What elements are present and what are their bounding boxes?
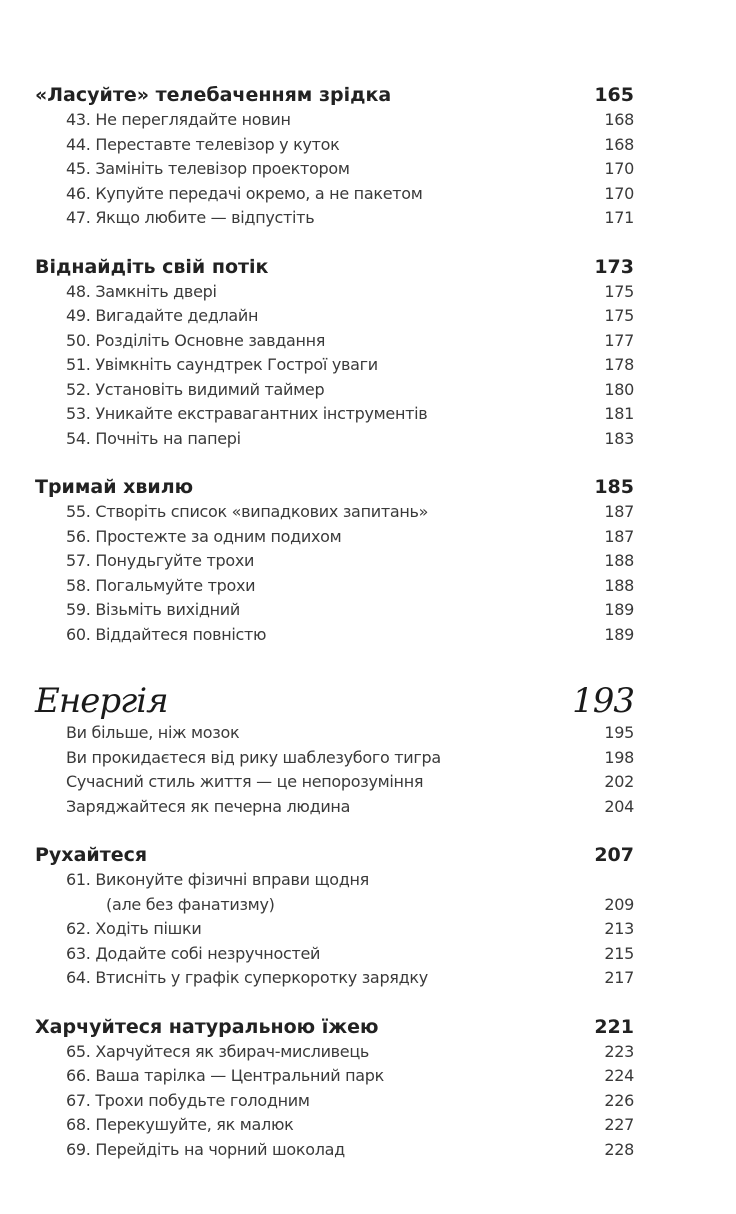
- entry-page: 187: [604, 502, 634, 521]
- toc-entry[interactable]: [35, 133, 634, 158]
- entry-title: 69. Перейдіть на чорний шоколад: [66, 1139, 345, 1159]
- entry-title: 68. Перекушуйте, як малюк: [66, 1115, 294, 1134]
- part-title: Енергія: [35, 681, 168, 721]
- toc-entry[interactable]: [35, 623, 634, 648]
- entry-page: 189: [604, 600, 634, 619]
- entry-page: 181: [604, 404, 634, 423]
- entry-title: 67. Трохи побудьте голодним: [66, 1090, 310, 1110]
- entry-title: 52. Установіть видимий таймер: [66, 379, 325, 399]
- entry-page: 209: [604, 894, 634, 914]
- entry-page: 227: [604, 1115, 634, 1134]
- entry-title: 60. Віддайтеся повністю: [66, 624, 267, 644]
- toc-entry[interactable]: [35, 500, 634, 525]
- entry-page: 171: [604, 208, 634, 227]
- section-page: 165: [594, 84, 634, 106]
- toc-entry[interactable]: [35, 182, 634, 207]
- section-page: 173: [594, 255, 634, 278]
- entry-title: 65. Харчуйтеся як збирач-мисливець: [66, 1041, 370, 1061]
- entry-title: Ви більше, ніж мозок: [66, 723, 240, 742]
- entry-page: 188: [604, 575, 634, 595]
- section-title: «Ласуйте» телебаченням зрідка: [35, 84, 392, 106]
- entry-title: 51. Увімкніть саундтрек Гострої уваги: [66, 355, 378, 374]
- toc-entry[interactable]: [35, 574, 634, 599]
- toc-entry[interactable]: [35, 280, 634, 305]
- section-title: Рухайтеся: [35, 844, 148, 866]
- entry-title: 57. Понудьгуйте трохи: [66, 551, 255, 570]
- section-title: Віднайдіть свій потік: [35, 255, 269, 278]
- entry-page: 217: [604, 968, 634, 987]
- entry-page: 195: [604, 723, 634, 742]
- part-page: 193: [572, 681, 634, 721]
- entry-title-continuation: (але без фанатизму): [106, 894, 275, 914]
- entry-title: 54. Почніть на папері: [66, 428, 241, 448]
- toc-entry[interactable]: [35, 795, 634, 820]
- section-page: 185: [594, 476, 634, 498]
- toc-entry[interactable]: [35, 157, 634, 182]
- section-heading[interactable]: [35, 83, 634, 108]
- entry-page: 177: [604, 330, 634, 350]
- table-of-contents: [35, 83, 634, 1162]
- toc-entry[interactable]: [35, 206, 634, 231]
- entry-page: 224: [604, 1066, 634, 1085]
- entry-page: 175: [604, 281, 634, 301]
- toc-part: [35, 677, 634, 819]
- entry-page: 187: [604, 526, 634, 546]
- section-title: Тримай хвилю: [35, 476, 194, 498]
- entry-title: 53. Уникайте екстравагантних інструментів: [66, 404, 428, 423]
- toc-section: [35, 255, 634, 452]
- toc-section: [35, 475, 634, 647]
- toc-entry[interactable]: [35, 1113, 634, 1138]
- entry-title: 46. Купуйте передачі окремо, а не пакетом: [66, 183, 423, 203]
- entry-title: 58. Погальмуйте трохи: [66, 575, 256, 595]
- toc-entry[interactable]: [35, 525, 634, 550]
- toc-entry[interactable]: [35, 378, 634, 403]
- entry-page: 178: [604, 355, 634, 374]
- entry-page: 170: [604, 183, 634, 203]
- entry-title: 66. Ваша тарілка — Центральний парк: [66, 1066, 385, 1085]
- entry-page: 213: [604, 919, 634, 938]
- entry-page: 180: [604, 379, 634, 399]
- toc-entry[interactable]: [35, 868, 634, 893]
- section-heading[interactable]: [35, 255, 634, 280]
- toc-entry[interactable]: [35, 304, 634, 329]
- entry-title: Ви прокидаєтеся від рику шаблезубого тигра: [66, 747, 441, 767]
- entry-page: 168: [604, 110, 634, 129]
- toc-entry[interactable]: [35, 1138, 634, 1163]
- toc-section: [35, 83, 634, 231]
- entry-title: Сучасний стиль життя — це непорозуміння: [66, 772, 424, 791]
- spacer: [35, 819, 634, 843]
- toc-entry[interactable]: [35, 402, 634, 427]
- toc-entry[interactable]: [35, 966, 634, 991]
- entry-title: 44. Переставте телевізор у куток: [66, 134, 340, 154]
- section-heading[interactable]: [35, 475, 634, 500]
- entry-title: 50. Розділіть Основне завдання: [66, 330, 326, 350]
- toc-entry-continuation[interactable]: [35, 893, 634, 918]
- toc-entry[interactable]: [35, 1064, 634, 1089]
- section-heading[interactable]: [35, 1015, 634, 1040]
- entry-page: 228: [604, 1139, 634, 1159]
- entry-page: 175: [604, 306, 634, 325]
- entry-title: 55. Створіть список «випадкових запитань»: [66, 502, 429, 521]
- toc-entry[interactable]: [35, 770, 634, 795]
- entry-page: 188: [604, 551, 634, 570]
- toc-entry[interactable]: [35, 1040, 634, 1065]
- entry-title: 48. Замкніть двері: [66, 281, 217, 301]
- toc-entry[interactable]: [35, 427, 634, 452]
- entry-page: 198: [604, 747, 634, 767]
- entry-page: 170: [604, 159, 634, 178]
- entry-title: 56. Простежте за одним подихом: [66, 526, 342, 546]
- section-heading[interactable]: [35, 843, 634, 868]
- section-title: Харчуйтеся натуральною їжею: [35, 1015, 379, 1038]
- entry-title: 59. Візьміть вихідний: [66, 600, 241, 619]
- entry-page: 168: [604, 134, 634, 154]
- toc-entry[interactable]: [35, 549, 634, 574]
- entry-title: 47. Якщо любите — відпустіть: [66, 208, 315, 227]
- entry-page: 202: [604, 772, 634, 791]
- toc-entry[interactable]: [35, 108, 634, 133]
- section-page: 207: [594, 844, 634, 866]
- toc-entry[interactable]: [35, 721, 634, 746]
- toc-entry[interactable]: [35, 746, 634, 771]
- entry-page: 223: [604, 1041, 634, 1061]
- entry-page: 226: [604, 1090, 634, 1110]
- toc-entry[interactable]: [35, 917, 634, 942]
- section-page: 221: [594, 1015, 634, 1038]
- toc-entry[interactable]: [35, 598, 634, 623]
- entry-title: 62. Ходіть пішки: [66, 919, 202, 938]
- spacer: [35, 451, 634, 475]
- spacer: [35, 647, 634, 677]
- entry-title: 49. Вигадайте дедлайн: [66, 306, 259, 325]
- entry-title: 63. Додайте собі незручностей: [66, 943, 321, 963]
- spacer: [35, 231, 634, 255]
- entry-title: 64. Втисніть у графік суперкоротку зарядку: [66, 968, 428, 987]
- entry-page: 189: [604, 624, 634, 644]
- toc-entry[interactable]: [35, 942, 634, 967]
- toc-entry[interactable]: [35, 353, 634, 378]
- part-heading[interactable]: [35, 677, 634, 721]
- entry-title: 43. Не переглядайте новин: [66, 110, 291, 129]
- entry-title: Заряджайтеся як печерна людина: [66, 796, 351, 816]
- spacer: [35, 991, 634, 1015]
- entry-title: 45. Замініть телевізор проектором: [66, 159, 350, 178]
- toc-entry[interactable]: [35, 1089, 634, 1114]
- entry-title: 61. Виконуйте фізичні вправи щодня: [66, 870, 369, 889]
- entry-page: 183: [604, 428, 634, 448]
- toc-entry[interactable]: [35, 329, 634, 354]
- entry-page: 204: [604, 796, 634, 816]
- entry-page: 215: [604, 943, 634, 963]
- toc-section: [35, 1015, 634, 1163]
- toc-section: [35, 843, 634, 991]
